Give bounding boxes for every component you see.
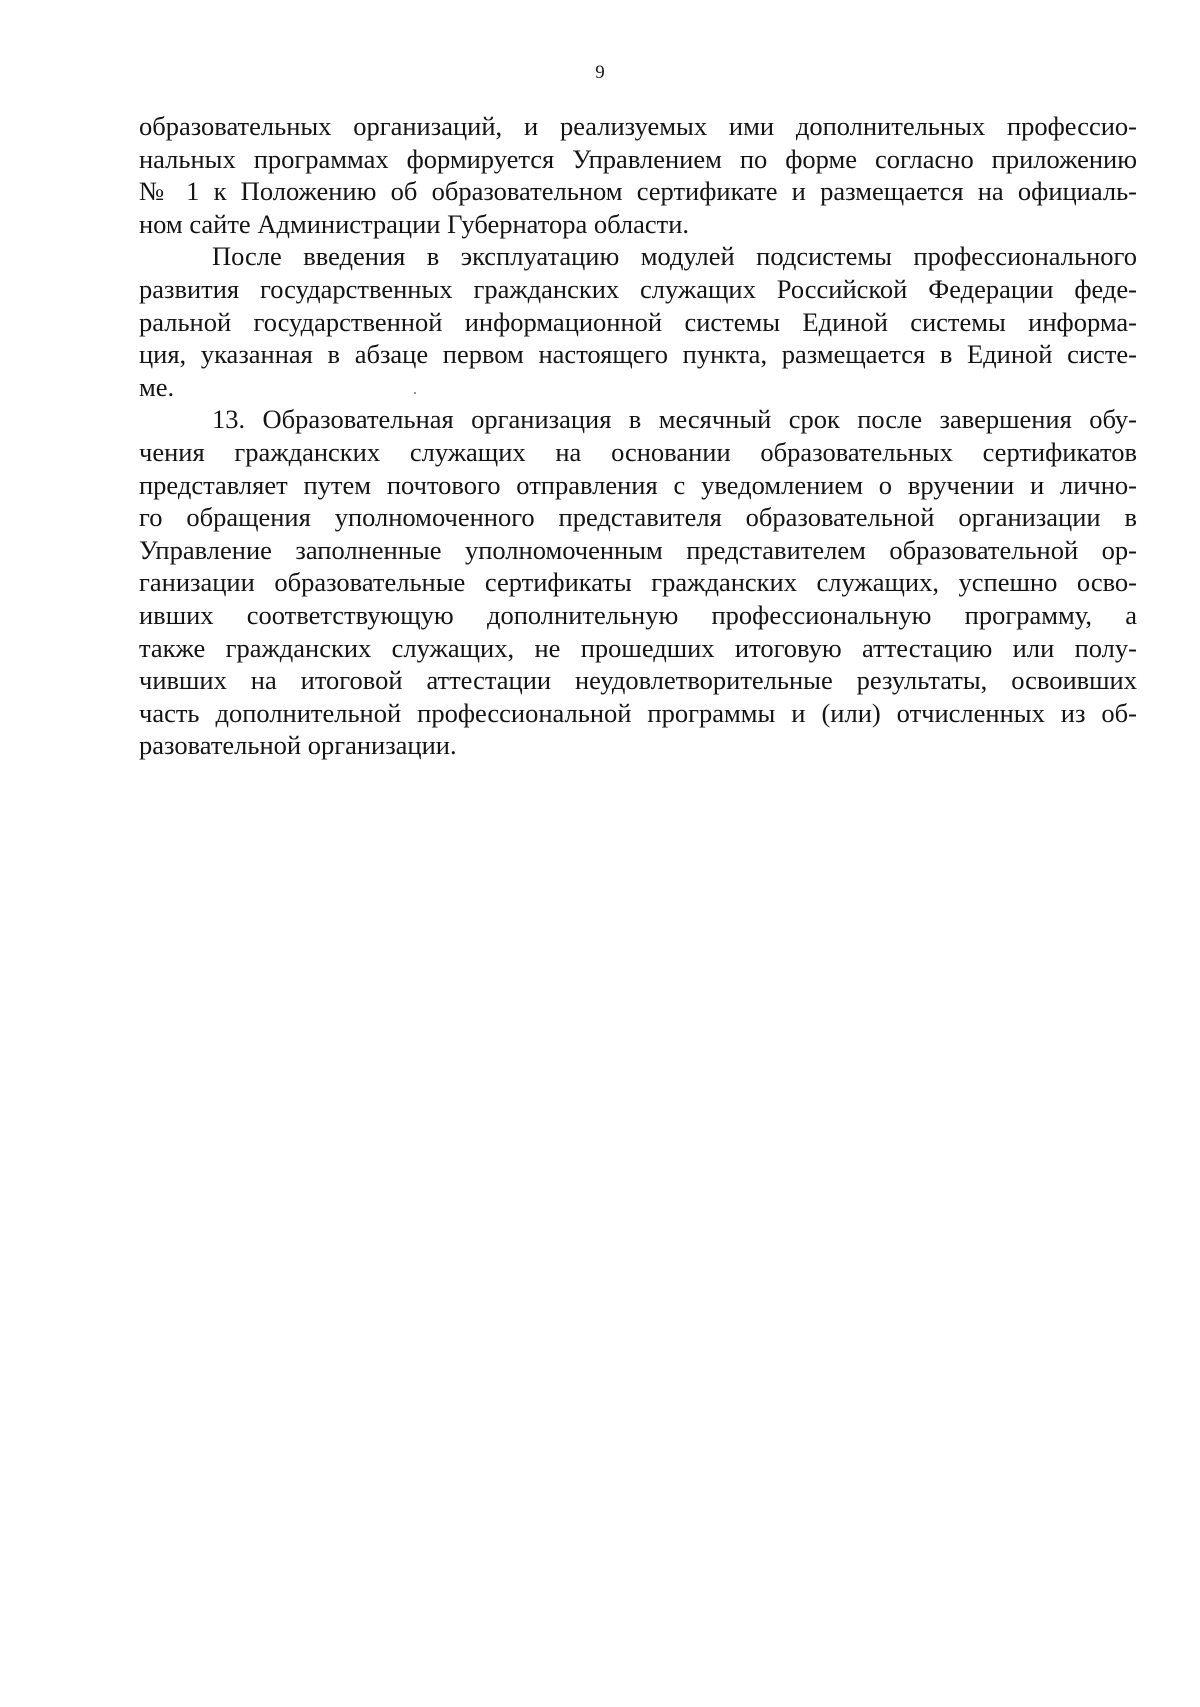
text-line: № 1 к Положению об образовательном сертификате и размещается на официаль- — [139, 176, 1137, 207]
text-line: разовательной организации. — [139, 730, 457, 761]
text-line: ция, указанная в абзаце первом настоящего пункта, размещается в Единой систе- — [139, 339, 1137, 370]
scan-speck — [414, 392, 416, 394]
text-line: го обращения уполномоченного представителя образовательной организации в — [139, 502, 1137, 533]
paragraph-3 — [139, 403, 1137, 762]
page-number: 9 — [595, 62, 605, 83]
paragraph-1 — [139, 110, 1137, 240]
text-line: также гражданских служащих, не прошедших итоговую аттестацию или полу- — [139, 632, 1137, 663]
text-line: нальных программах формируется Управлением по форме согласно приложению — [139, 143, 1137, 174]
text-line: ном сайте Администрации Губернатора области. — [139, 208, 690, 239]
text-line: ганизации образовательные сертификаты гражданских служащих, успешно осво- — [139, 567, 1137, 598]
text-line: Управление заполненные уполномоченным представителем образовательной ор- — [139, 534, 1137, 565]
text-line: После введения в эксплуатацию модулей подсистемы профессионального — [212, 241, 1137, 272]
text-line: представляет путем почтового отправления с уведомлением о вручении и лично- — [139, 469, 1137, 500]
document-body — [139, 110, 1137, 762]
text-line: развития государственных гражданских служащих Российской Федерации феде- — [139, 273, 1137, 304]
text-line: ральной государственной информационной системы Единой системы информа- — [139, 306, 1137, 337]
text-line: ме. — [139, 371, 175, 402]
text-line: часть дополнительной профессиональной программы и (или) отчисленных из об- — [139, 697, 1137, 728]
text-line: чения гражданских служащих на основании образовательных сертификатов — [139, 436, 1137, 467]
text-line: 13. Образовательная организация в месячный срок после завершения обу- — [212, 404, 1137, 435]
paragraph-2 — [139, 240, 1137, 403]
text-line: чивших на итоговой аттестации неудовлетворительные результаты, освоивших — [139, 665, 1137, 696]
text-line: образовательных организаций, и реализуемых ими дополнительных профессио- — [139, 111, 1137, 141]
text-line: ивших соответствующую дополнительную профессиональную программу, а — [139, 599, 1137, 630]
